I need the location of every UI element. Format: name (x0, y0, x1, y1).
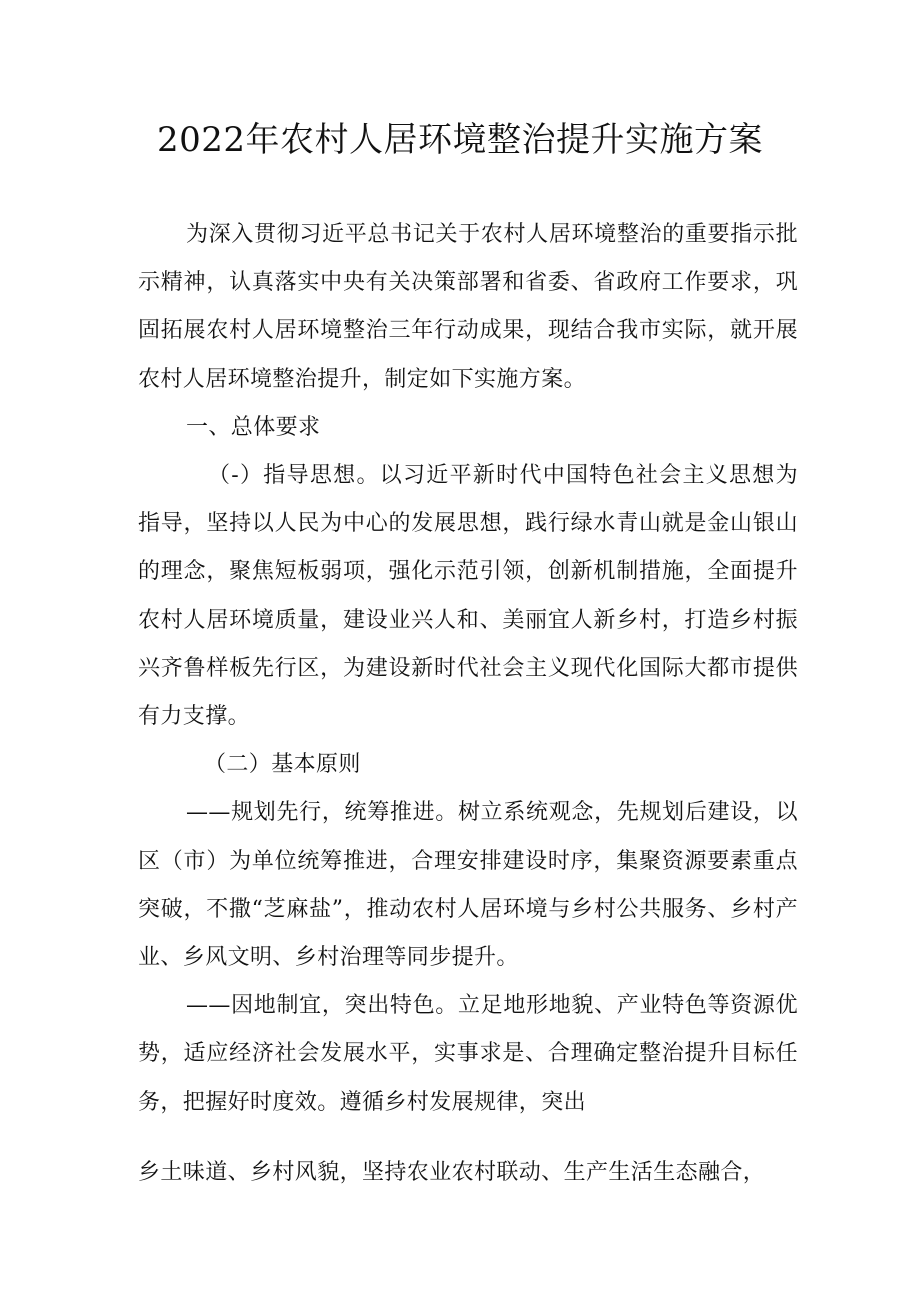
principle-local-conditions-paragraph: ——因地制宜，突出特色。立足地形地貌、产业特色等资源优势，适应经济社会发展水平，实事求是、合理确定整治提升目标任务，把握好时度效。遵循乡村发展规律，突出 (138, 993, 798, 1115)
subheading-basic-principles: （二）基本原则 (204, 752, 361, 778)
document-title: 2022年农村人居环境整治提升实施方案 (156, 120, 764, 160)
principle-planning-paragraph: ——规划先行，统筹推进。树立系统观念，先规划后建设，以区（市）为单位统筹推进，合理安排建设时序，集聚资源要素重点突破，不撒“芝麻盐”，推动农村人居环境与乡村公共服务、乡村产业、乡风文明、乡村治理等同步提升。 (138, 800, 798, 971)
guiding-ideology-paragraph: （-）指导思想。以习近平新时代中国特色社会主义思想为指导，坚持以人民为中心的发展思想，践行绿水青山就是金山银山的理念，聚焦短板弱项，强化示范引领，创新机制措施，全面提升农村人居环境质量，建设业兴人和、美丽宜人新乡村，打造乡村振兴齐鲁样板先行区，为建设新时代社会主义现代化国际大都市提供有力支撑。 (138, 463, 798, 730)
document-body (138, 211, 798, 1197)
section-heading-general-requirements: 一、总体要求 (186, 414, 321, 440)
page-break-gap (138, 1127, 798, 1149)
intro-paragraph: 为深入贯彻习近平总书记关于农村人居环境整治的重要指示批示精神，认真落实中央有关决策部署和省委、省政府工作要求，巩固拓展农村人居环境整治三年行动成果，现结合我市实际，就开展农村人居环境整治提升，制定如下实施方案。 (138, 222, 798, 392)
continuation-paragraph: 乡土味道、乡村风貌，坚持农业农村联动、生产生活生态融合， (138, 1159, 766, 1185)
